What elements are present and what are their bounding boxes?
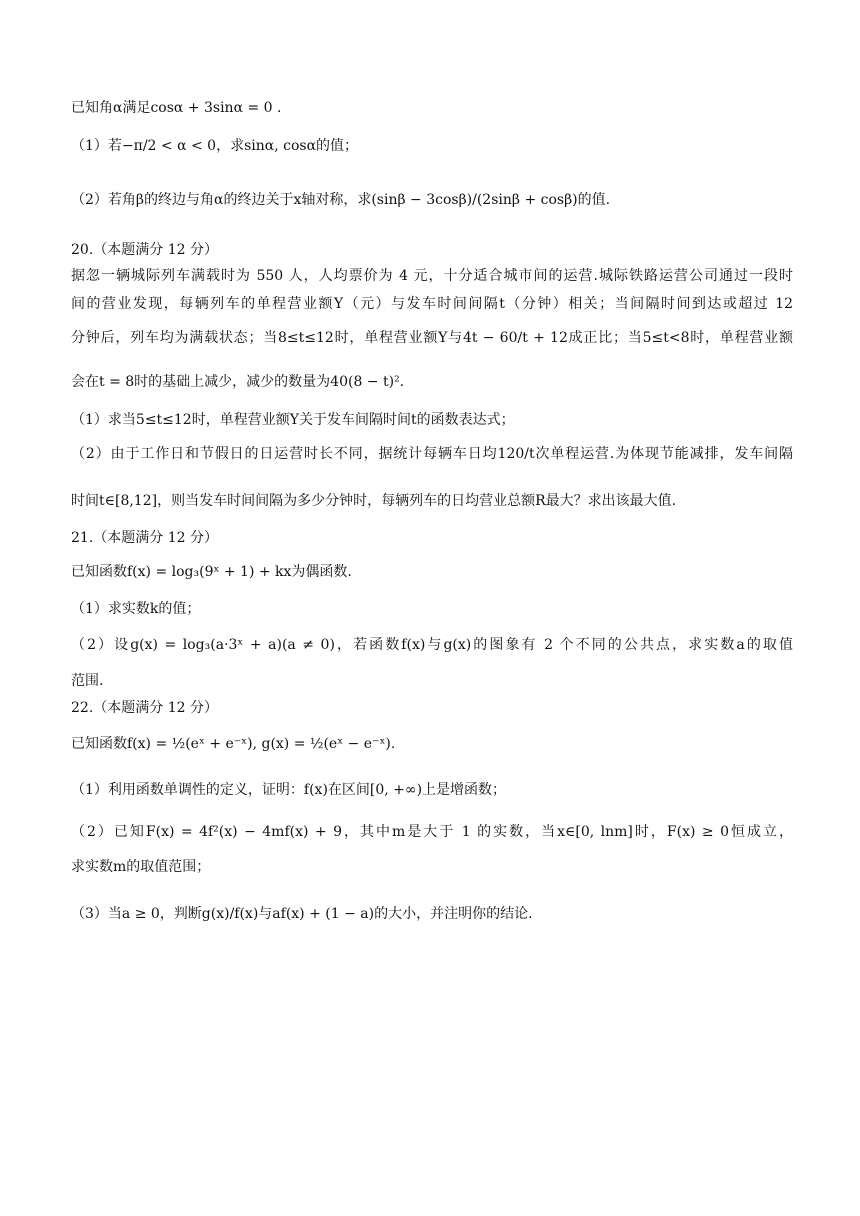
problem-21-header: 21.（本题满分 12 分） xyxy=(71,530,218,546)
problem-19-stem: 已知角α满足cosα + 3sinα = 0 . xyxy=(71,100,282,116)
problem-19-part-1: （1）若−π/2 < α < 0，求sinα, cosα的值； xyxy=(71,138,359,154)
problem-20-line-2: 间的营业发现，每辆列车的单程营业额Y（元）与发车时间间隔t（分钟）相关；当间隔时间到达或超过 12 xyxy=(71,296,793,312)
problem-22-part-2b: 求实数m的取值范围； xyxy=(71,859,211,875)
problem-22-header: 22.（本题满分 12 分） xyxy=(71,700,218,716)
problem-20-line-3: 分钟后，列车均为满载状态；当8≤t≤12时，单程营业额Y与4t − 60/t + 12成正比；当5≤t<8时，单程营业额 xyxy=(71,330,793,346)
problem-20-header: 20.（本题满分 12 分） xyxy=(71,242,218,258)
problem-20-part-2a: （2）由于工作日和节假日的日运营时长不同，据统计每辆车日均120/t次单程运营.为体现节能减排，发车间隔 xyxy=(71,446,793,462)
problem-19-part-2: （2）若角β的终边与角α的终边关于x轴对称，求(sinβ − 3cosβ)/(2sinβ + cosβ)的值. xyxy=(71,192,611,208)
problem-20-part-2b: 时间t∈[8,12]，则当发车时间间隔为多少分钟时，每辆列车的日均营业总额R最大？求出该最大值. xyxy=(71,493,677,509)
problem-22-part-1: （1）利用函数单调性的定义，证明：f(x)在区间[0, +∞)上是增函数； xyxy=(71,782,507,798)
problem-21-part-2b: 范围. xyxy=(71,673,104,689)
problem-20-line-4: 会在t = 8时的基础上减少，减少的数量为40(8 − t)². xyxy=(71,374,405,390)
problem-20-line-1: 据忽一辆城际列车满载时为 550 人，人均票价为 4 元，十分适合城市间的运营.城际铁路运营公司通过一段时 xyxy=(71,268,793,284)
problem-22-part-2a: （2）已知F(x) = 4f²(x) − 4mf(x) + 9，其中m是大于 1 的实数，当x∈[0, lnm]时，F(x) ≥ 0恒成立， xyxy=(71,824,793,840)
problem-21-stem: 已知函数f(x) = log₃(9ˣ + 1) + kx为偶函数. xyxy=(71,564,352,580)
problem-22-stem: 已知函数f(x) = ½(eˣ + e⁻ˣ), g(x) = ½(eˣ − e⁻ˣ). xyxy=(71,736,396,752)
problem-21-part-1: （1）求实数k的值； xyxy=(71,601,201,617)
problem-21-part-2a: （2）设g(x) = log₃(a·3ˣ + a)(a ≠ 0)，若函数f(x)与g(x)的图象有 2 个不同的公共点，求实数a的取值 xyxy=(71,637,793,653)
problem-20-part-1: （1）求当5≤t≤12时，单程营业额Y关于发车间隔时间t的函数表达式； xyxy=(71,412,515,428)
problem-22-part-3: （3）当a ≥ 0，判断g(x)/f(x)与af(x) + (1 − a)的大小，并注明你的结论. xyxy=(71,906,533,922)
